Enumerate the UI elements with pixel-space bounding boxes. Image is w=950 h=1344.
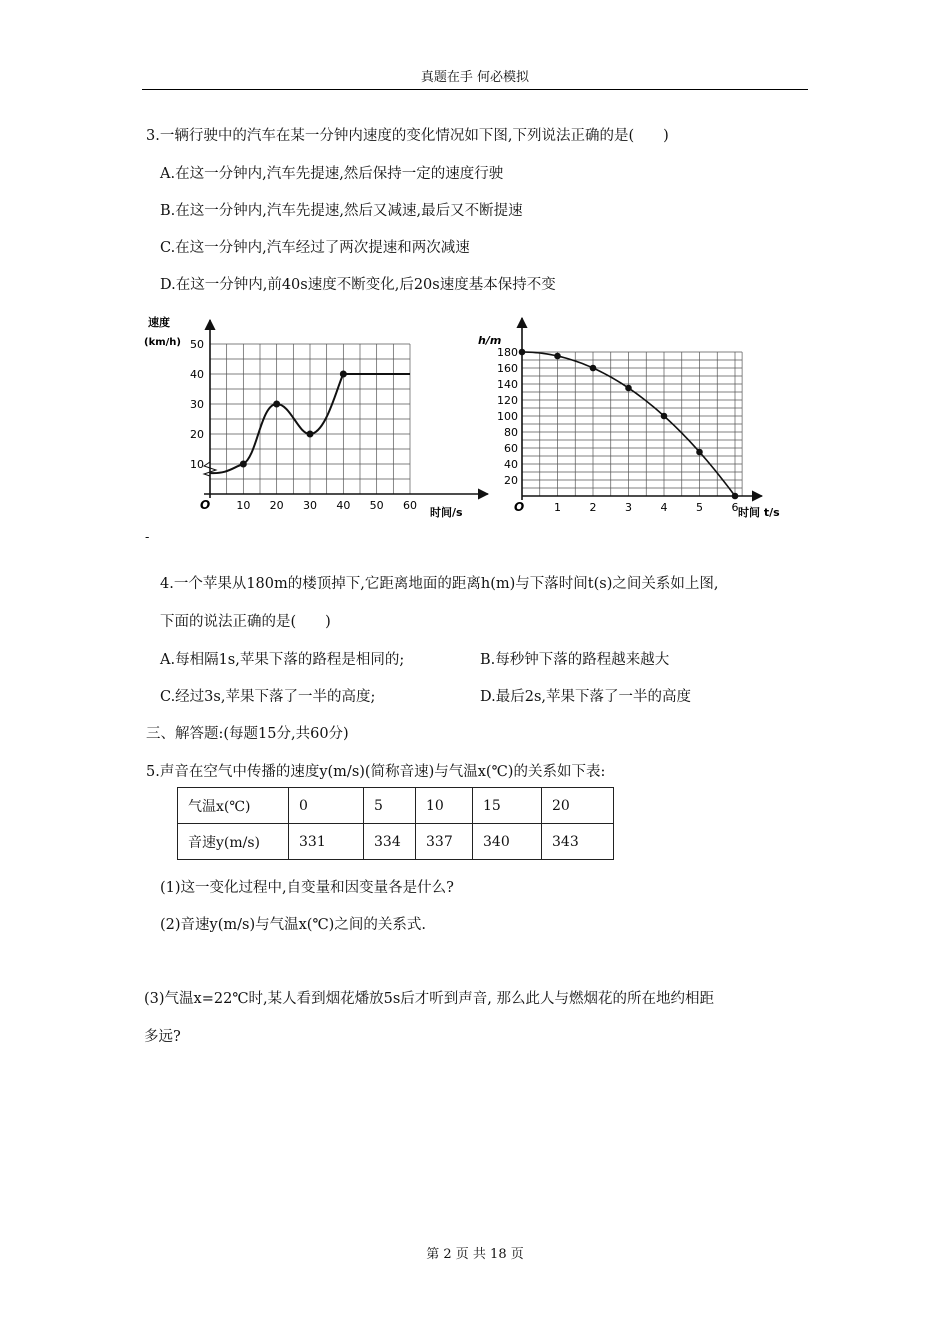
q5-sub3-line2: 多远? xyxy=(144,1029,181,1045)
speed-chart-origin: O xyxy=(200,498,211,512)
data-point xyxy=(696,449,703,456)
x-tick-label: 2 xyxy=(589,501,597,514)
stray-mark: - xyxy=(145,530,150,545)
data-point xyxy=(554,353,561,360)
page-footer: 第 2 页 共 18 页 xyxy=(426,1247,524,1262)
q3-stem: 3.一辆行驶中的汽车在某一分钟内速度的变化情况如下图,下列说法正确的是( ) xyxy=(146,128,669,144)
height-chart-ylabel: h/m xyxy=(478,334,502,347)
table-cell: 5 xyxy=(364,788,416,824)
x-tick-label: 6 xyxy=(731,501,739,514)
x-tick-label: 10 xyxy=(236,499,251,512)
q4-option-a: A.每相隔1s,苹果下落的路程是相同的; xyxy=(160,652,405,668)
speed-chart-ylabel-line2: (km/h) xyxy=(144,337,181,348)
table-cell: 334 xyxy=(364,824,416,860)
y-tick-label: 40 xyxy=(190,368,204,381)
q4-stem-line2: 下面的说法正确的是( ) xyxy=(160,614,331,630)
data-point xyxy=(519,349,526,356)
y-tick-label: 120 xyxy=(497,394,518,407)
section-3-title: 三、解答题:(每题15分,共60分) xyxy=(146,726,349,742)
x-tick-label: 30 xyxy=(303,499,317,512)
q3-option-b: B.在这一分钟内,汽车先提速,然后又减速,最后又不断提速 xyxy=(160,203,523,219)
x-tick-label: 20 xyxy=(269,499,284,512)
height-chart-xlabel: 时间 t/s xyxy=(738,506,780,519)
table-cell: 气温x(℃) xyxy=(178,788,289,824)
q4-option-c: C.经过3s,苹果下落了一半的高度; xyxy=(160,689,376,705)
data-point xyxy=(590,365,597,372)
table-cell: 20 xyxy=(542,788,614,824)
x-tick-label: 60 xyxy=(403,499,417,512)
x-tick-label: 50 xyxy=(369,499,384,512)
data-point xyxy=(661,413,668,420)
y-tick-label: 40 xyxy=(504,458,518,471)
table-row xyxy=(178,824,614,860)
height-time-chart xyxy=(476,312,792,524)
q5-sub1: (1)这一变化过程中,自变量和因变量各是什么? xyxy=(160,880,454,896)
table-cell: 337 xyxy=(416,824,473,860)
speed-time-chart xyxy=(142,312,492,524)
x-tick-label: 4 xyxy=(660,501,668,514)
y-tick-label: 180 xyxy=(497,346,518,359)
y-tick-label: 80 xyxy=(504,426,518,439)
q4-option-b: B.每秒钟下落的路程越来越大 xyxy=(480,652,670,668)
data-point xyxy=(732,493,739,500)
page-header: 真题在手 何必模拟 xyxy=(420,70,530,85)
y-tick-label: 160 xyxy=(497,362,518,375)
data-point xyxy=(307,431,314,438)
sound-speed-table xyxy=(177,787,614,860)
y-tick-label: 100 xyxy=(497,410,518,423)
speed-chart-xlabel: 时间/s xyxy=(430,506,463,519)
table-cell: 340 xyxy=(473,824,542,860)
y-tick-label: 20 xyxy=(190,428,204,441)
speed-chart-ylabel-line1: 速度 xyxy=(148,316,170,329)
y-tick-label: 30 xyxy=(190,398,204,411)
q5-stem: 5.声音在空气中传播的速度y(m/s)(简称音速)与气温x(℃)的关系如下表: xyxy=(146,764,606,780)
q5-sub2: (2)音速y(m/s)与气温x(℃)之间的关系式. xyxy=(160,917,426,933)
x-tick-label: 3 xyxy=(625,501,632,514)
q5-sub3-line1: (3)气温x=22℃时,某人看到烟花燔放5s后才听到声音, 那么此人与燃烟花的所在地约相距 xyxy=(144,991,715,1007)
table-cell: 331 xyxy=(289,824,364,860)
q3-option-c: C.在这一分钟内,汽车经过了两次提速和两次减速 xyxy=(160,240,470,256)
q4-option-d: D.最后2s,苹果下落了一半的高度 xyxy=(480,689,691,705)
y-tick-label: 140 xyxy=(497,378,518,391)
table-cell: 15 xyxy=(473,788,542,824)
y-tick-label: 10 xyxy=(190,458,204,471)
table-cell: 0 xyxy=(289,788,364,824)
q3-option-a: A.在这一分钟内,汽车先提速,然后保持一定的速度行驶 xyxy=(160,166,504,182)
header-divider xyxy=(142,89,808,90)
height-chart-grid xyxy=(522,352,742,496)
x-tick-label: 1 xyxy=(554,501,561,514)
table-cell: 343 xyxy=(542,824,614,860)
height-chart-origin: O xyxy=(514,500,525,514)
x-tick-label: 5 xyxy=(696,501,703,514)
y-tick-label: 20 xyxy=(504,474,518,487)
data-point xyxy=(240,461,247,468)
data-point xyxy=(340,371,347,378)
x-tick-label: 40 xyxy=(336,499,351,512)
q4-stem-line1: 4.一个苹果从180m的楼顶掉下,它距离地面的距离h(m)与下落时间t(s)之间关系如上图, xyxy=(160,576,719,592)
data-point xyxy=(273,401,280,408)
y-tick-label: 60 xyxy=(504,442,518,455)
q3-option-d: D.在这一分钟内,前40s速度不断变化,后20s速度基本保持不变 xyxy=(160,277,556,293)
table-row xyxy=(178,788,614,824)
y-tick-label: 50 xyxy=(190,338,204,351)
table-cell: 音速y(m/s) xyxy=(178,824,289,860)
speed-chart-grid xyxy=(210,344,410,494)
table-cell: 10 xyxy=(416,788,473,824)
data-point xyxy=(625,385,632,392)
